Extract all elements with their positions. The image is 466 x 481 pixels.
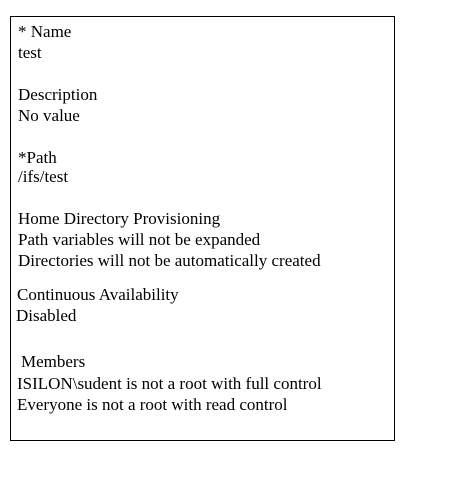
members-line-1: ISILON\sudent is not a root with full control <box>17 374 322 393</box>
home-directory-line-1: Path variables will not be expanded <box>18 230 261 249</box>
name-value: test <box>18 43 42 62</box>
share-details-panel <box>10 16 395 441</box>
home-directory-label: Home Directory Provisioning <box>18 209 221 228</box>
members-label: Members <box>21 352 86 371</box>
path-value: /ifs/test <box>18 167 69 186</box>
members-line-2: Everyone is not a root with read control <box>17 395 288 414</box>
continuous-availability-label: Continuous Availability <box>17 285 179 304</box>
home-directory-line-2: Directories will not be automatically created <box>18 251 321 270</box>
description-label: Description <box>18 85 98 104</box>
continuous-availability-value: Disabled <box>16 306 77 325</box>
path-label: *Path <box>18 148 57 167</box>
name-label: * Name <box>18 22 72 41</box>
description-value: No value <box>18 106 80 125</box>
